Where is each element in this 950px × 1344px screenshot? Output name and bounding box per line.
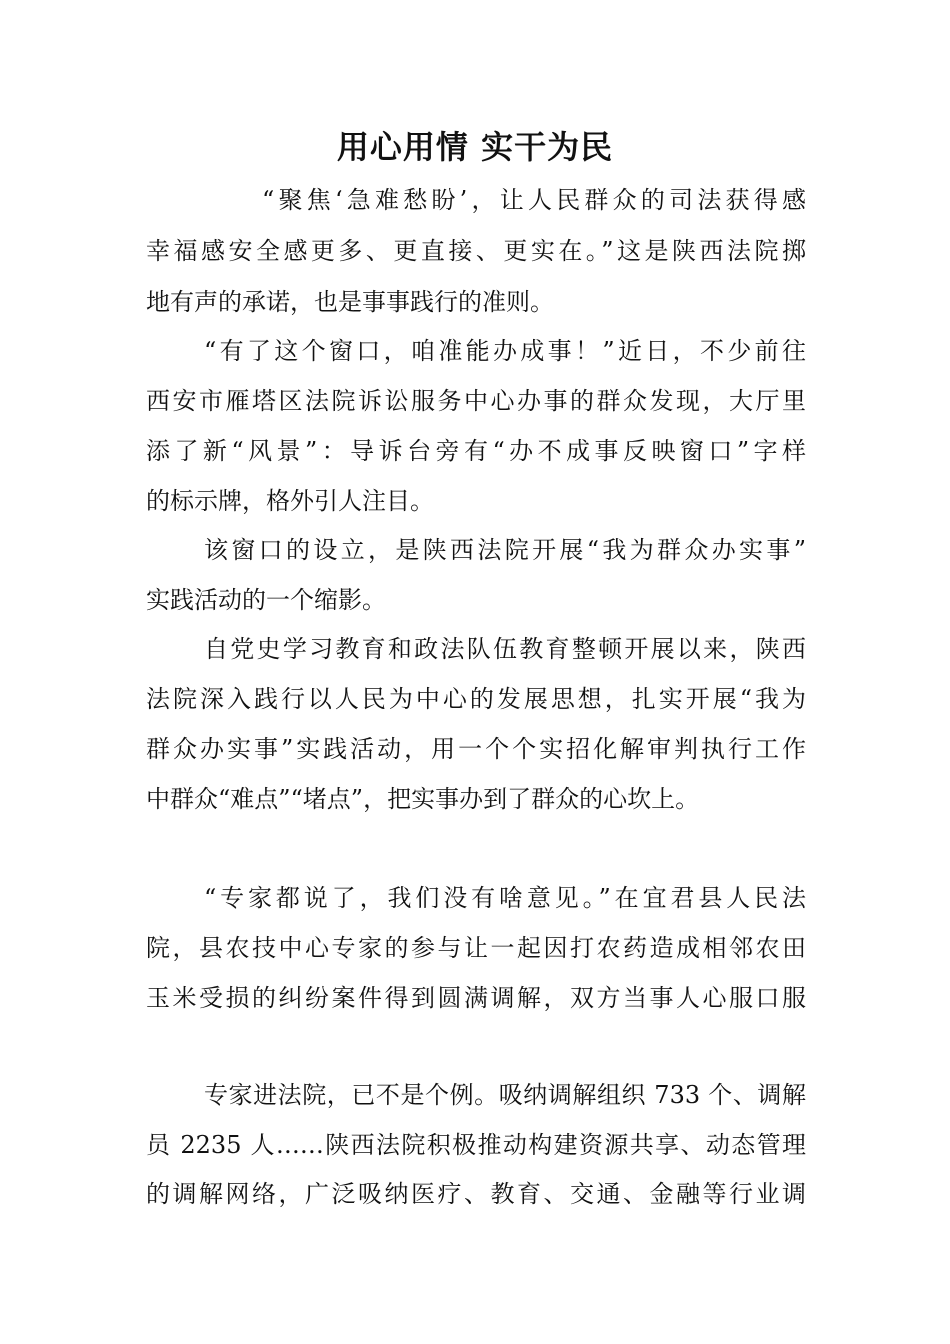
paragraph-5-line-3: 玉米受损的纠纷案件得到圆满调解，双方当事人心服口服 bbox=[146, 984, 806, 1012]
paragraph-6-line-1: 专家进法院，已不是个例。吸纳调解组织 733 个、调解 bbox=[204, 1081, 806, 1109]
paragraph-1-line-1: “聚焦‘急难愁盼’，让人民群众的司法获得感 bbox=[262, 186, 806, 214]
paragraph-3-line-2: 实践活动的一个缩影。 bbox=[146, 586, 386, 614]
paragraph-6-line-2: 员 2235 人……陕西法院积极推动构建资源共享、动态管理 bbox=[146, 1131, 806, 1159]
paragraph-1-line-3: 地有声的承诺，也是事事践行的准则。 bbox=[146, 288, 554, 316]
paragraph-2-line-2: 西安市雁塔区法院诉讼服务中心办事的群众发现，大厅里 bbox=[146, 387, 806, 415]
paragraph-2-line-3: 添了新“风景”：导诉台旁有“办不成事反映窗口”字样 bbox=[146, 437, 806, 465]
page-title: 用心用情 实干为民 bbox=[336, 128, 614, 166]
paragraph-4-line-1: 自党史学习教育和政法队伍教育整顿开展以来，陕西 bbox=[204, 635, 806, 663]
paragraph-2-line-4: 的标示牌，格外引人注目。 bbox=[146, 487, 434, 515]
paragraph-4-line-4: 中群众“难点”“堵点”，把实事办到了群众的心坎上。 bbox=[146, 785, 700, 813]
paragraph-4-line-3: 群众办实事”实践活动，用一个个实招化解审判执行工作 bbox=[146, 735, 806, 763]
paragraph-1-line-2: 幸福感安全感更多、更直接、更实在。”这是陕西法院掷 bbox=[146, 237, 806, 265]
paragraph-4-line-2: 法院深入践行以人民为中心的发展思想，扎实开展“我为 bbox=[146, 685, 806, 713]
paragraph-5-line-1: “专家都说了，我们没有啥意见。”在宜君县人民法 bbox=[204, 884, 806, 912]
paragraph-5-line-2: 院，县农技中心专家的参与让一起因打农药造成相邻农田 bbox=[146, 934, 806, 962]
paragraph-3-line-1: 该窗口的设立，是陕西法院开展“我为群众办实事” bbox=[204, 536, 806, 564]
paragraph-6-line-3: 的调解网络，广泛吸纳医疗、教育、交通、金融等行业调 bbox=[146, 1180, 806, 1208]
paragraph-2-line-1: “有了这个窗口，咱准能办成事！”近日，不少前往 bbox=[204, 337, 806, 365]
